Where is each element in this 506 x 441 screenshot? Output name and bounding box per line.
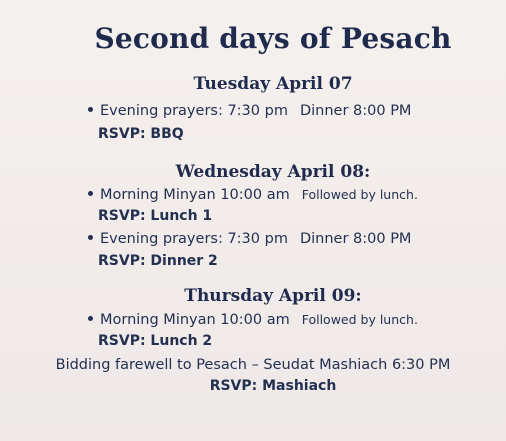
rsvp-label: RSVP: Mashiach <box>209 378 337 394</box>
rsvp-label: RSVP: Dinner 2 <box>98 253 218 269</box>
event-main: Morning Minyan 10:00 am <box>100 312 290 328</box>
event-extra: Followed by lunch. <box>301 312 418 327</box>
bullet-icon <box>88 107 93 112</box>
event-main: Evening prayers: 7:30 pm <box>100 231 288 247</box>
event-main: Morning Minyan 10:00 am <box>100 187 290 203</box>
event-main: Evening prayers: 7:30 pm <box>100 103 288 119</box>
event-item <box>88 312 418 328</box>
event-extra: Dinner 8:00 PM <box>299 103 412 119</box>
page-title: Second days of Pesach <box>94 22 452 55</box>
event-extra: Dinner 8:00 PM <box>299 231 412 247</box>
event-item <box>88 103 411 119</box>
event-item <box>88 231 411 247</box>
bullet-icon <box>88 235 93 240</box>
rsvp-label: RSVP: Lunch 2 <box>98 333 213 349</box>
event-extra: Followed by lunch. <box>301 187 418 202</box>
day-heading-wednesday: Wednesday April 08: <box>175 162 371 182</box>
bullet-icon <box>88 316 93 321</box>
rsvp-label: RSVP: Lunch 1 <box>98 208 213 224</box>
rsvp-label: RSVP: BBQ <box>98 126 184 142</box>
day-heading-thursday: Thursday April 09: <box>184 286 362 306</box>
farewell-line: Bidding farewell to Pesach – Seudat Mashiach 6:30 PM <box>55 357 451 373</box>
bullet-icon <box>88 191 93 196</box>
day-heading-tuesday: Tuesday April 07 <box>193 74 353 94</box>
event-item <box>88 187 418 203</box>
